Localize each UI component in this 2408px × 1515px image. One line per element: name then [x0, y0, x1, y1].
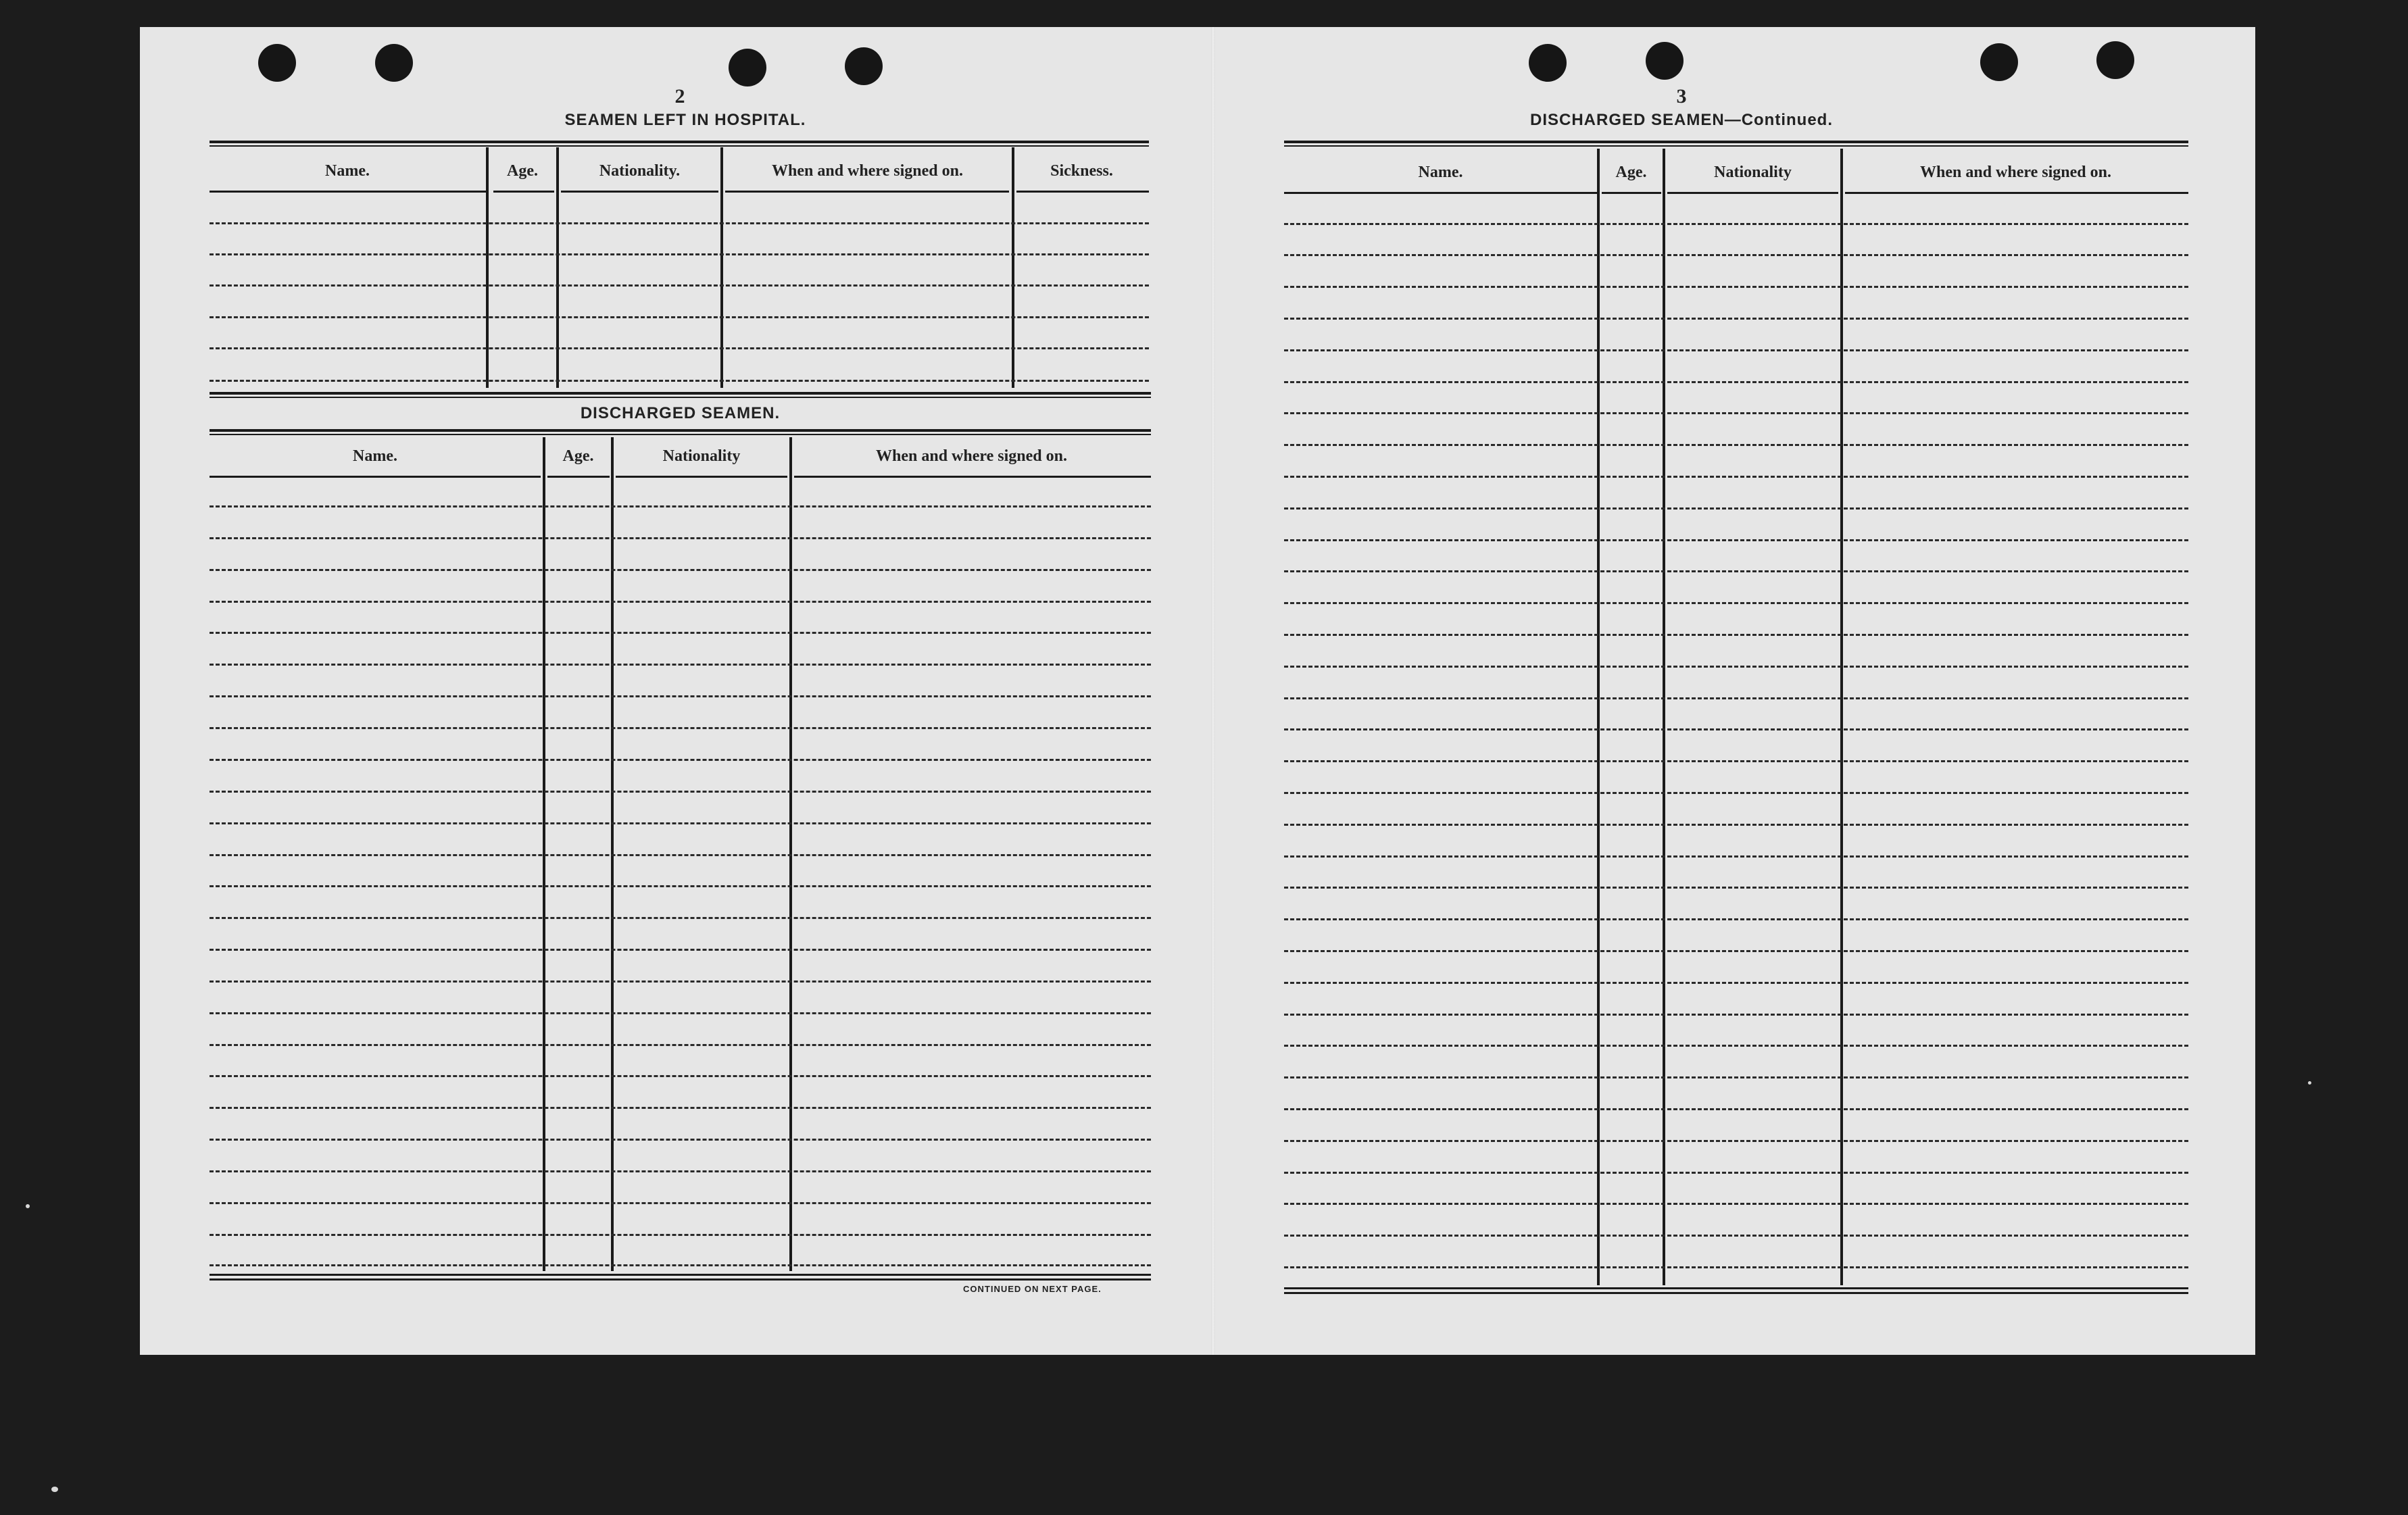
ledger-row	[1284, 1203, 2188, 1205]
discharged-table	[210, 392, 1151, 1311]
ledger-row	[1284, 855, 2188, 858]
ledger-row	[1284, 476, 2188, 478]
table-bottom-rule	[1284, 1287, 2188, 1294]
hospital-section-title: SEAMEN LEFT IN HOSPITAL.	[564, 111, 806, 129]
header-underline	[1602, 192, 1661, 194]
discharged-section-title: DISCHARGED SEAMEN.	[580, 404, 781, 422]
header-underline	[210, 476, 541, 478]
ledger-row	[210, 695, 1151, 697]
ledger-row	[1284, 223, 2188, 225]
column-header-nationality: Nationality	[1714, 164, 1792, 181]
column-header-signed-on: When and where signed on.	[1920, 164, 2111, 181]
column-divider	[556, 147, 559, 388]
scan-speck	[51, 1487, 58, 1492]
column-header-signed-on: When and where signed on.	[876, 447, 1067, 465]
header-underline	[794, 476, 1151, 478]
ledger-row	[1284, 1172, 2188, 1174]
right-page	[1215, 27, 2255, 1355]
column-header-age: Age.	[562, 447, 594, 465]
header-underline	[493, 191, 554, 193]
ledger-row	[210, 791, 1151, 793]
header-underline	[1284, 192, 1597, 194]
header-underline	[616, 476, 787, 478]
discharged-continued-table	[1284, 141, 2188, 1316]
ledger-row	[1284, 824, 2188, 826]
header-underline	[725, 191, 1009, 193]
column-header-name: Name.	[325, 162, 370, 180]
ledger-row	[210, 253, 1149, 255]
ledger-row	[1284, 1235, 2188, 1237]
section-top-rule	[210, 392, 1151, 398]
ledger-row	[210, 949, 1151, 951]
ledger-row	[1284, 792, 2188, 794]
header-underline	[1667, 192, 1838, 194]
ledger-row	[210, 759, 1151, 761]
ledger-row	[1284, 349, 2188, 351]
ledger-row	[210, 854, 1151, 856]
ledger-row	[210, 505, 1151, 507]
ledger-row	[1284, 760, 2188, 762]
ledger-row	[1284, 1014, 2188, 1016]
ledger-row	[210, 537, 1151, 539]
ledger-row	[1284, 1045, 2188, 1047]
continued-note: CONTINUED ON NEXT PAGE.	[963, 1284, 1102, 1294]
column-divider	[486, 147, 489, 388]
ledger-row	[1284, 254, 2188, 256]
ledger-row	[1284, 602, 2188, 604]
ledger-row	[210, 601, 1151, 603]
ledger-row	[1284, 318, 2188, 320]
ledger-row	[1284, 728, 2188, 730]
column-header-nationality: Nationality	[662, 447, 741, 465]
header-underline	[547, 476, 610, 478]
ledger-row	[210, 980, 1151, 983]
column-header-age: Age.	[1615, 164, 1647, 181]
column-header-name: Name.	[1418, 164, 1463, 181]
header-underline	[1016, 191, 1149, 193]
ledger-row	[1284, 444, 2188, 446]
ledger-row	[210, 1107, 1151, 1109]
ledger-row	[210, 380, 1149, 382]
ledger-row	[210, 885, 1151, 887]
page-number: 3	[1676, 85, 1687, 107]
ledger-row	[1284, 666, 2188, 668]
column-divider	[720, 147, 723, 388]
ledger-row	[210, 1044, 1151, 1046]
ledger-row	[1284, 539, 2188, 541]
ledger-row	[210, 822, 1151, 824]
header-underline	[561, 191, 718, 193]
table-bottom-rule	[210, 1274, 1151, 1281]
ledger-row	[1284, 1108, 2188, 1110]
header-underline	[210, 191, 486, 193]
table-top-rule	[210, 429, 1151, 435]
ledger-row	[1284, 507, 2188, 510]
column-header-sickness: Sickness.	[1050, 162, 1113, 180]
ledger-row	[1284, 570, 2188, 572]
scan-speck	[2308, 1081, 2311, 1085]
ledger-row	[210, 316, 1149, 318]
column-divider	[1012, 147, 1014, 388]
ledger-row	[1284, 918, 2188, 920]
table-top-rule	[1284, 141, 2188, 147]
discharged-continued-title: DISCHARGED SEAMEN—Continued.	[1530, 111, 1833, 129]
ledger-row	[210, 664, 1151, 666]
ledger-row	[1284, 982, 2188, 984]
page-number: 2	[674, 85, 685, 107]
ledger-row	[210, 727, 1151, 729]
ledger-row	[1284, 286, 2188, 288]
ledger-row	[210, 1075, 1151, 1077]
ledger-row	[210, 632, 1151, 634]
register-spread	[140, 27, 2255, 1355]
ledger-row	[210, 569, 1151, 571]
table-top-rule	[210, 141, 1149, 147]
ledger-row	[210, 1234, 1151, 1236]
header-underline	[1845, 192, 2188, 194]
ledger-row	[210, 347, 1149, 349]
ledger-row	[210, 1264, 1151, 1266]
ledger-row	[1284, 1076, 2188, 1078]
ledger-row	[1284, 697, 2188, 699]
hospital-table	[210, 141, 1149, 385]
scan-speck	[26, 1204, 30, 1208]
column-header-nationality: Nationality.	[599, 162, 681, 180]
ledger-row	[210, 1170, 1151, 1172]
ledger-row	[1284, 1266, 2188, 1268]
left-page	[140, 27, 1211, 1355]
ledger-row	[210, 1202, 1151, 1204]
ledger-row	[210, 1012, 1151, 1014]
ledger-row	[1284, 887, 2188, 889]
ledger-row	[1284, 634, 2188, 636]
column-header-name: Name.	[353, 447, 397, 465]
ledger-row	[1284, 950, 2188, 952]
ledger-row	[1284, 412, 2188, 414]
ledger-row	[210, 222, 1149, 224]
column-header-age: Age.	[507, 162, 538, 180]
column-header-signed-on: When and where signed on.	[772, 162, 963, 180]
ledger-row	[210, 1139, 1151, 1141]
ledger-row	[210, 284, 1149, 287]
ledger-row	[210, 917, 1151, 919]
ledger-row	[1284, 1140, 2188, 1142]
ledger-row	[1284, 381, 2188, 383]
